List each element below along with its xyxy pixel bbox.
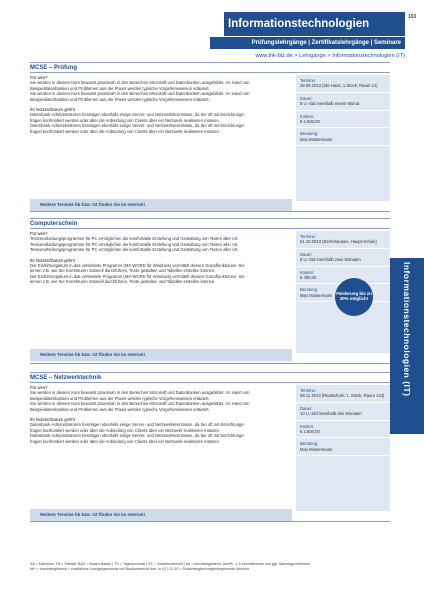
category-side-tab-label: Informationstechnologien (IT) [402,262,412,397]
more-dates-note[interactable]: Weitere Termine bb bzw. VZ finden Sie im Internet! [30,509,292,521]
info-advisor [296,438,390,456]
content-line: Sie werden in diesem Kurs bewusst praxisnah in den Bereichen Microsoft und Datenbanken ausgebildet. An Hand von [30,390,250,396]
info-label: Dauer: [300,251,313,257]
content-line: Der Einführungskurs in das verbreitete Programm (MS-WORD für Windows) vermittelt dessen Grundfunktionen. Sie [30,273,245,279]
info-label: Kosten: [300,113,315,119]
content-line: lernen z.B. wie Sie Korrekturen rationell durchführen, Texte gestalten und Tabellen erstellen können. [30,268,216,274]
info-value: € 2.800,00 [300,429,320,435]
content-line: Für wen? [30,75,48,80]
content-line: Datenbank-Administratoren benötigen ebenfalls einige Server- und Netzwerkkenntnisse, da Sie oft mit Einrichtungs- [30,433,245,439]
footer-line: bb+ = berufsbegleitend + zusätzliche Lehrgangsmodule mit Blockunterricht bzw. in VZ | 01.52 = Schichtbeginn/umgendegebende Wochen [30,567,250,571]
info-value: 8 U.-Std innerhalb einem Monat [300,101,360,107]
info-label: Dauer: [300,95,313,101]
info-value: 10 U.-Std innerhalb drei Monaten [300,411,362,417]
info-duration [296,93,390,111]
info-dates [296,75,390,93]
section-content [30,385,292,444]
info-dates [296,385,390,403]
content-line: Datenbank-Administratoren benötigen ebenfalls einige Server- und Netzwerkkenntnisse, da Sie oft mit Einrichtungs- [30,422,245,428]
info-value: 09.11.2013 (Realschule; 1. Stock; Raum 143) [300,393,385,399]
content-line: fragen konfrontiert werden oder aber die Anbindung von Clients über ein Netzwerk realisieren müssen. [30,427,220,433]
content-line: fragen konfrontiert werden oder aber die Anbindung von Clients über ein Netzwerk realisieren müssen. [30,117,220,123]
info-label: Kosten: [300,423,315,429]
course-section-mcse-netzwerktechnik [30,372,390,522]
info-label: Termine: [300,234,317,239]
info-label: Termine: [300,78,317,83]
content-line: Sie werden in diesem Kurs bewusst praxisnah in den Bereichen Microsoft und Datenbanken ausgebildet. An Hand von [30,91,250,97]
content-line: Textverarbeitungsprogramme für PC ermöglichen die komfortable Erstellung und Gestaltung von Texten aller Art. [30,236,239,242]
info-label: Termine: [300,388,317,393]
content-line: Textverarbeitungsprogramme für PC ermöglichen die komfortable Erstellung und Gestaltung von Texten aller Art. [30,241,239,247]
content-line: Beispieldatenbanken und Problemen aus der Praxis werden typische Vorgehensweisen erläutert. [30,406,210,412]
course-info-panel [296,75,390,201]
content-line: Für wen? [30,231,48,236]
footer-line: KA = Karlsruhe, PA = Rastatt, BAD = Baden-Baden | TS = Tagesseminar | VZ = Vollzeitunterricht | bb = berufsbegleitend, AbePh. 1-3 Abendtermine und ggf. Samstagsunterricht [30,562,310,566]
info-costs [296,111,390,129]
info-value: € 2.800,00 [300,119,320,125]
page-number: 103 [408,14,417,20]
page-title: Informationstechnologien [224,12,405,36]
content-line: Beispieldatenbanken und Problemen aus der Praxis werden typische Vorgehensweisen erläutert. [30,96,210,102]
breadcrumb[interactable]: www.ihk-biz.de > Lehrgänge > Informationstechnologien (IT) [255,53,405,59]
info-label: Kosten: [300,269,315,275]
content-line: Textverarbeitungsprogramme für PC ermöglichen die komfortable Erstellung und Gestaltung von Texten aller Art. [30,247,239,253]
section-content [30,231,292,285]
content-line: Sie werden in diesem Kurs bewusst praxisnah in den Bereichen Microsoft und Datenbanken ausgebildet. An Hand von [30,80,250,86]
info-value: Max Mustermann [300,446,333,452]
course-section-mcse-pruefung [30,62,390,212]
info-duration [296,249,390,267]
content-line: lernen z.B. wie Sie Korrekturen rationell durchführen, Texte gestalten und Tabellen erstellen können. [30,279,216,285]
info-label: Beratung: [300,441,319,447]
info-label: Dauer: [300,405,313,411]
content-line: Ihr Nutzen/Darum geht's [30,107,76,113]
more-dates-note[interactable]: Weitere Termine bb bzw. VZ finden Sie im Internet! [30,199,292,211]
funding-badge: Förderung bis zu 30% möglich! [335,278,373,316]
footer-legend [30,562,390,584]
info-label: Beratung: [300,131,319,137]
section-title: MCSE – Prüfung [30,63,390,73]
content-line: fragen konfrontiert werden oder aber die Anbindung von Clients über ein Netzwerk realisieren müssen. [30,438,220,444]
course-info-panel [296,385,390,511]
section-title: MCSE – Netzwerktechnik [30,373,390,383]
info-value: 01.10.2013 (Demohausen, Haupt-schule) [300,239,377,245]
info-value: € 450,00 [300,275,317,281]
header-subtitle: Prüfungslehrgänge | Zertifikatslehrgänge | Seminare [210,37,405,49]
info-label: Beratung: [300,287,319,293]
info-advisor [296,128,390,146]
info-dates [296,231,390,249]
content-line: Beispieldatenbanken und Problemen aus der Praxis werden typische Vorgehensweisen erläutert. [30,395,210,401]
info-costs [296,421,390,439]
content-line: Beispieldatenbanken und Problemen aus der Praxis werden typische Vorgehensweisen erläutert. [30,85,210,91]
content-line: fragen konfrontiert werden oder aber die Anbindung von Clients über ein Netzwerk realisieren müssen. [30,128,220,134]
content-line: Sie werden in diesem Kurs bewusst praxisnah in den Bereichen Microsoft und Datenbanken ausgebildet. An Hand von [30,401,250,407]
content-line: Ihr Nutzen/Darum geht's [30,417,76,423]
section-content [30,75,292,134]
info-value: 28.09.2013 (Ido-Haus; 1.Stock; Raum 14) [300,83,378,89]
category-side-tab[interactable] [390,258,424,434]
info-value: Max Mustermann [300,136,333,142]
content-line: Ihr Nutzen/Darum geht's [30,257,76,263]
content-line: Der Einführungskurs in das verbreitete Programm (MS-WORD für Windows) vermittelt dessen Grundfunktionen. Sie [30,263,245,269]
info-duration [296,403,390,421]
info-value: 8 U.-Std innerhalb zwei Monaten [300,257,361,263]
section-title: Computerschein [30,219,390,229]
info-value: Max Mustermann [300,292,333,298]
more-dates-note[interactable]: Weitere Termine bb bzw. VZ finden Sie im Internet! [30,349,292,361]
content-line: Datenbank-Administratoren benötigen ebenfalls einige Server- und Netzwerkkenntnisse, da Sie oft mit Einrichtungs- [30,112,245,118]
content-line: Datenbank-Administratoren benötigen ebenfalls einige Server- und Netzwerkkenntnisse, da Sie oft mit Einrichtungs- [30,123,245,129]
content-line: Für wen? [30,385,48,390]
